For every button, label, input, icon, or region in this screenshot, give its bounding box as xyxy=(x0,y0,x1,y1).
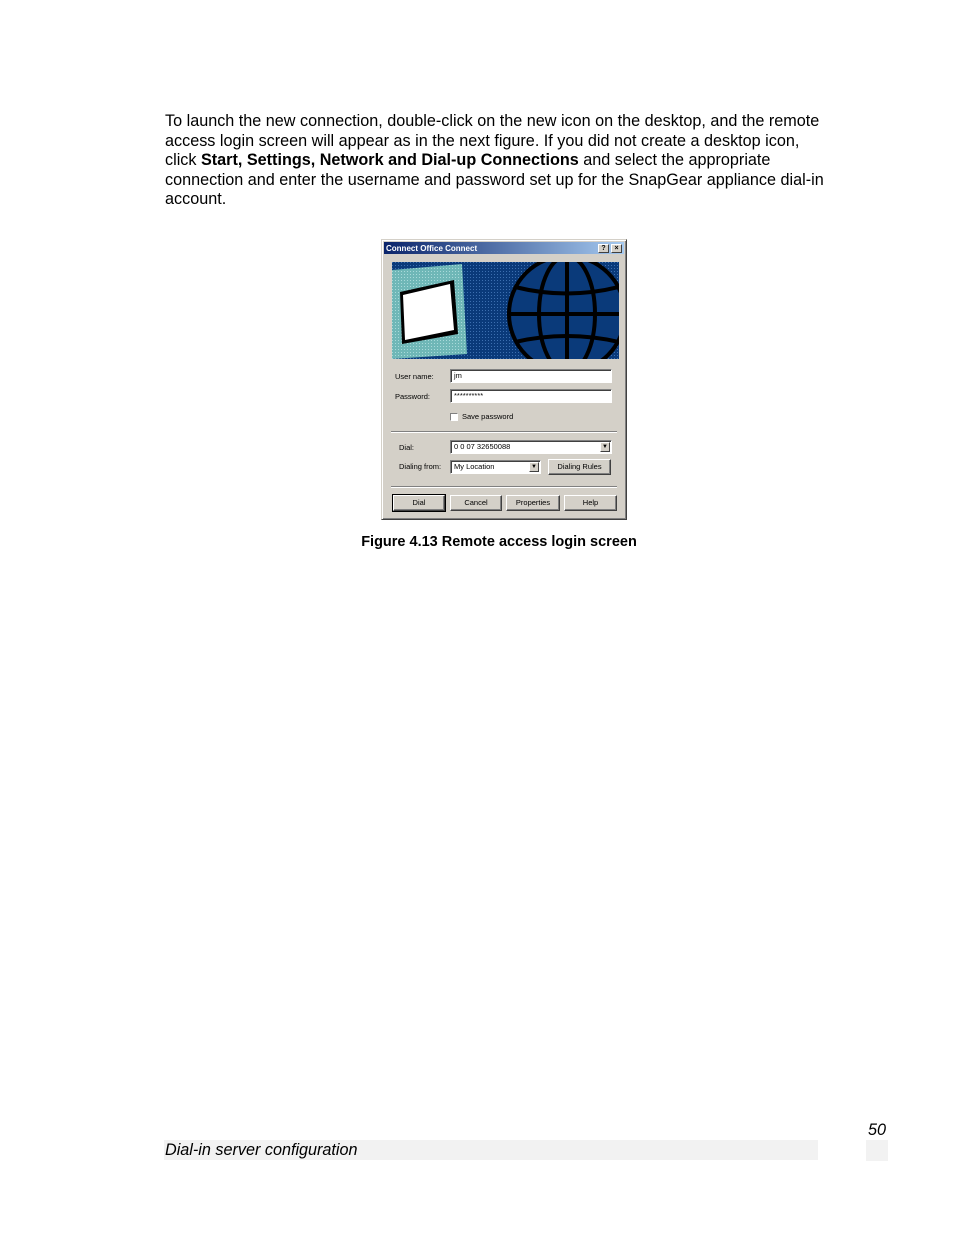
dialing-rules-button[interactable]: Dialing Rules xyxy=(548,459,611,475)
paragraph-text-2: and select the appropriate connection and enter the username and password set up for the SnapGear appliance dial-in account. xyxy=(165,151,824,209)
dialup-banner-image xyxy=(392,262,619,359)
dial-number-value: 0 0 07 32650088 xyxy=(454,442,511,451)
properties-button[interactable]: Properties xyxy=(506,495,560,511)
footer-section-title: Dial-in server configuration xyxy=(165,1141,358,1159)
chevron-down-icon[interactable]: ▼ xyxy=(600,442,610,452)
page-number: 50 xyxy=(868,1121,887,1139)
dialog-titlebar xyxy=(384,242,624,254)
help-button[interactable]: Help xyxy=(564,495,617,511)
separator-top xyxy=(391,431,617,433)
figure-caption: Figure 4.13 Remote access login screen xyxy=(361,534,637,550)
close-icon[interactable]: × xyxy=(611,244,622,253)
dial-button[interactable]: Dial xyxy=(393,495,445,511)
username-input[interactable]: jm xyxy=(450,369,612,383)
cancel-button[interactable]: Cancel xyxy=(450,495,502,511)
dialing-from-value: My Location xyxy=(454,462,495,471)
dialog-title: Connect Office Connect xyxy=(386,243,478,253)
password-label: Password: xyxy=(395,392,431,401)
connect-dialog xyxy=(381,239,627,520)
help-icon[interactable]: ? xyxy=(598,244,609,253)
page-number-bar xyxy=(866,1140,888,1161)
username-label: User name: xyxy=(395,372,434,381)
paragraph-text-1: To launch the new connection, double-click on the new icon on the desktop, and the remote access login screen will appear as in the next figure. If you did not create a desktop icon, click xyxy=(165,112,820,170)
dialing-from-select[interactable] xyxy=(450,460,541,474)
save-password-label: Save password xyxy=(462,412,514,421)
save-password-checkbox[interactable] xyxy=(450,413,458,421)
separator-bottom xyxy=(391,486,617,488)
intro-paragraph xyxy=(165,112,835,210)
password-input[interactable]: ********** xyxy=(450,389,612,403)
paragraph-bold-path: Start, Settings, Network and Dial-up Connections xyxy=(200,151,579,170)
dial-number-combobox[interactable] xyxy=(450,440,612,454)
dialing-from-label: Dialing from: xyxy=(399,462,442,471)
dial-label: Dial: xyxy=(399,443,415,452)
chevron-down-icon[interactable]: ▼ xyxy=(529,462,539,472)
